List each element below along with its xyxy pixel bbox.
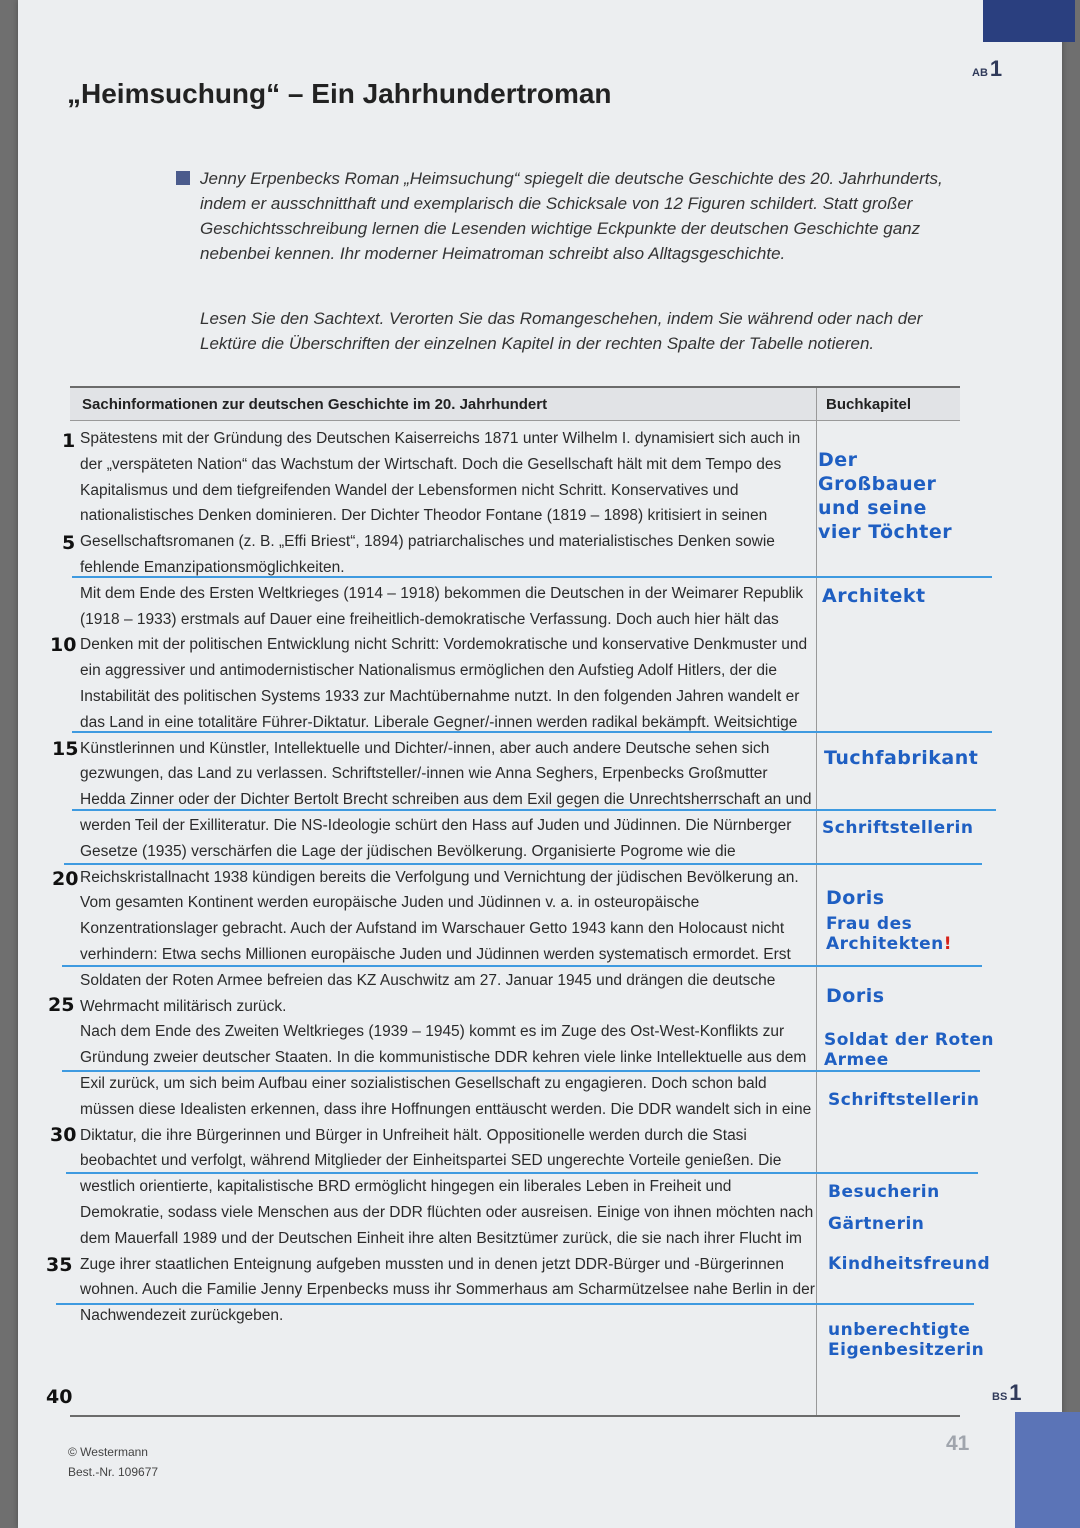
note-tuchfabrikant: Tuchfabrikant (824, 747, 979, 769)
section-divider-line (64, 863, 982, 865)
section-divider-line (72, 576, 992, 578)
paragraph-weimar-ns: Mit dem Ende des Ersten Weltkrieges (1914 – 1918) bekommen die Deutschen in der Weimarer Republik (1918 – 1933) erstmals auf Dauer eine freiheitlich-demokratische Verfassung. Doch auch hier hält das Denken mit der politischen Entwicklung nicht Schritt: Vordemokratische und konservative Denkmuster und ein aggressiver und antimodernistischer Nationalismus ermöglichen den Aufstieg Adolf Hitlers, der die Instabilität des politischen Systems 1933 zur Machtübernahme nutzt. In den folgenden Jahren wandelt er das Land in eine totalitäre Führer-Diktatur. Liberale Gegner/-innen werden radikal bekämpft. Weitsichtige Künstlerinnen und Künstler, Intellektuelle und Dichter/-innen, aber auch andere Deutsche sehen sich gezwungen, das Land zu verlassen. Schriftsteller/-innen wie Anna Seghers, Erpenbecks Großmutter Hedda Zinner oder der Dichter Bertolt Brecht schreiben aus dem Exil gegen die Unrechtsherrschaft an und werden Teil der Exilliteratur. Die NS-Ideologie schürt den Hass auf Juden und Jüdinnen. Die Nürnberger Gesetze (1935) verschärfen die Lage der jüdischen Bevölkerung. Organisierte Pogrome wie die Reichskristallnacht 1938 kündigen bereits die Verfolgung und Vernichtung der jüdischen Bevölkerung an. Vom gesamten Kontinent werden europäische Juden und Jüdinnen v. a. in osteuropäische Konzentrationslager gebracht. Auch der Aufstand im Warschauer Getto 1943 kann den Holocaust nicht verhindern: Etwa sechs Millionen europäische Juden und Jüdinnen werden systematisch ermordet. Erst Soldaten der Roten Armee befreien das KZ Auschwitz am 27. Januar 1945 und drängen die deutsche Wehrmacht militärisch zurück. (80, 584, 812, 1015)
line-number: 40 (46, 1386, 73, 1408)
footer (68, 1442, 158, 1482)
line-number: 5 (62, 532, 76, 554)
section-divider-line (62, 1070, 980, 1072)
note-frau-des-architekten: Frau des Architekten! (826, 914, 953, 954)
section-divider-line (62, 965, 982, 967)
column-divider (816, 388, 817, 1415)
note-kindheitsfreund: Kindheitsfreund (828, 1254, 991, 1274)
paragraph-kaiserreich: Spätestens mit der Gründung des Deutschen Kaiserreichs 1871 unter Wilhelm I. dynamisiert sich auch in der „verspäteten Nation“ das Wachstum der Wirtschaft. Doch die Gesellschaft hält mit dem Tempo des Kapitalismus und dem tiefgreifenden Wandel der Lebensformen nicht Schritt. Konservatives und nationalistisches Denken dominieren. Der Dichter Theodor Fontane (1819 – 1898) kritisiert in seinen Gesellschaftsromanen (z. B. „Effi Briest“, 1894) patriarchalisches und materialistisches Denken sowie fehlende Emanzipationsmöglichkeiten. (80, 430, 801, 576)
top-color-tab (983, 0, 1075, 42)
exclamation-mark: ! (943, 934, 953, 954)
bottom-color-tab (1015, 1412, 1080, 1528)
note-besucherin: Besucherin (828, 1182, 940, 1202)
table-body-text (80, 426, 816, 1329)
line-number: 25 (48, 994, 75, 1016)
table-header (70, 388, 960, 421)
col-header-chapter: Buchkapitel (826, 396, 912, 413)
task-text: Lesen Sie den Sachtext. Verorten Sie das Romangeschehen, indem Sie während oder nach der Lektüre die Überschriften der einzelnen Kapitel in der rechten Spalte der Tabelle notieren. (200, 309, 923, 353)
ab-label: AB1 (972, 56, 1003, 81)
square-bullet-icon (176, 171, 190, 185)
line-number: 10 (50, 634, 77, 656)
note-doris-2: Doris (826, 985, 885, 1007)
section-divider-line (56, 1303, 974, 1305)
bs-label: BS1 (992, 1380, 1022, 1405)
note-schriftstellerin-1: Schriftstellerin (822, 818, 974, 838)
bs-number: 1 (1009, 1380, 1022, 1405)
ab-number: 1 (989, 56, 1003, 81)
paragraph-ddr-brd: Nach dem Ende des Zweiten Weltkrieges (1939 – 1945) kommt es im Zuge des Ost-West-Konflikts zur Gründung zweier deutscher Staaten. In die kommunistische DDR kehren viele linke Intellektuelle aus dem Exil zurück, um sich beim Aufbau einer sozialistischen Gesellschaft zu engagieren. Doch schon bald müssen diese Idealisten erkennen, dass ihre Hoffnungen enttäuscht werden. Die DDR wandelt sich in eine Diktatur, die ihre Bürgerinnen und Bürger in Unfreiheit hält. Oppositionelle werden durch die Stasi beobachtet und verfolgt, während Mitglieder der Einheitspartei SED ungerechte Vorteile genießen. Die westlich orientierte, kapitalistische BRD ermöglicht hingegen ein liberales Leben in Freiheit und Demokratie, sodass viele Menschen aus der DDR flüchten oder ausreisen. Einige von ihnen möchten nach dem Mauerfall 1989 und der Deutschen Einheit ihre alten Besitztümer zurück, die sie nach ihrer Flucht im Zuge ihrer staatlichen Enteignung aufgeben mussten und in denen jetzt DDR-Bürger und -Bürgerinnen wohnen. Auch die Familie Jenny Erpenbecks muss ihr Sommerhaus am Scharmützelsee nahe Berlin in der Nachwendezeit zurückgeben. (80, 1023, 815, 1325)
section-divider-line (66, 1172, 978, 1174)
page-title: „Heimsuchung“ – Ein Jahrhundertroman (67, 78, 612, 109)
note-doris-1: Doris (826, 887, 885, 909)
line-number: 1 (62, 430, 76, 452)
line-number: 15 (52, 738, 79, 760)
order-number: Best.-Nr. 109677 (68, 1465, 159, 1479)
section-divider-line (72, 809, 996, 811)
note-schriftstellerin-2: Schriftstellerin (828, 1090, 980, 1110)
col-header-info: Sachinformationen zur deutschen Geschichte im 20. Jahrhundert (82, 396, 548, 413)
line-number: 30 (50, 1124, 77, 1146)
line-number: 35 (46, 1254, 73, 1276)
note-eigenbesitzerin: unberechtigte Eigenbesitzerin (828, 1320, 985, 1360)
note-gaertnerin: Gärtnerin (828, 1214, 925, 1234)
note-grossbauer: Der Großbauer und seine vier Töchter (818, 449, 953, 543)
section-divider-line (72, 731, 992, 733)
note-architekt: Architekt (822, 585, 926, 607)
publisher-credit: © Westermann (68, 1445, 148, 1459)
line-number: 20 (52, 868, 79, 890)
note-soldat: Soldat der Roten Armee (824, 1030, 994, 1070)
intro-text: Jenny Erpenbecks Roman „Heimsuchung“ spiegelt die deutsche Geschichte des 20. Jahrhunderts, indem er ausschnitthaft und exemplarisch die Schicksale von 12 Figuren schildert. Statt großer Geschichtsschreibung lernen die Lesenden wichtige Eckpunkte der deutschen Geschichte ganz nebenbei kennen. Ihr moderner Heimatroman schreibt also Alltagsgeschichte. (200, 169, 943, 263)
page-number: 41 (946, 1432, 970, 1455)
